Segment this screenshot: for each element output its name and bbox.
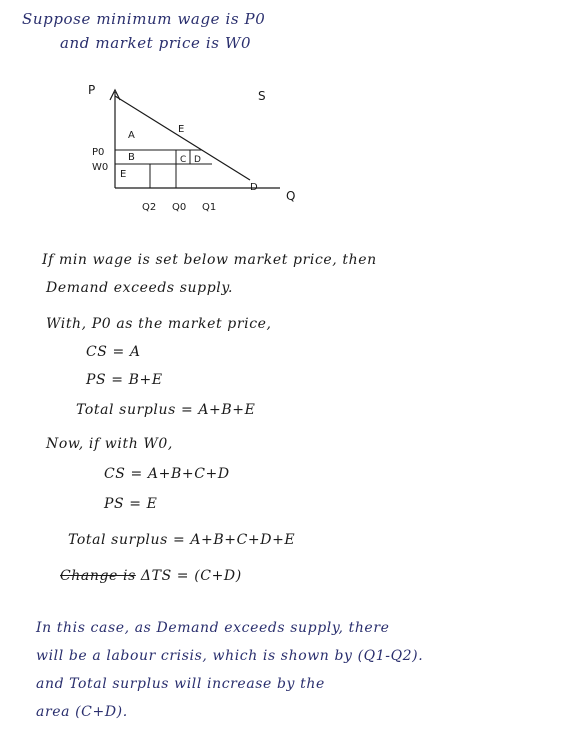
q1-label: Q1 — [202, 202, 217, 213]
demand-curve — [115, 96, 250, 180]
ps-line-2: PS = E — [104, 496, 158, 512]
supply-demand-graph — [80, 80, 400, 230]
conclusion-line-2: will be a labour crisis, which is shown by (Q1-Q2). — [36, 648, 424, 664]
q0-label: Q0 — [172, 202, 187, 213]
region-c-label: C — [180, 155, 187, 165]
ts-line-2: Total surplus = A+B+C+D+E — [68, 532, 296, 548]
x-axis-label: Q — [286, 189, 296, 203]
region-b-label: B — [128, 152, 135, 163]
intro-line-2: and market price is W0 — [60, 34, 252, 52]
if-line-2: Demand exceeds supply. — [46, 280, 234, 296]
cs-line-2: CS = A+B+C+D — [104, 466, 230, 482]
with-p0-line: With, P0 as the market price, — [46, 316, 272, 332]
equilibrium-point-label: E — [178, 124, 185, 135]
demand-label: D — [250, 182, 258, 193]
y-axis-label: P — [88, 83, 96, 97]
region-d-label: D — [194, 155, 201, 165]
region-e-label: E — [120, 169, 127, 180]
intro-line-1: Suppose minimum wage is P0 — [22, 10, 266, 28]
change-result-text: ΔTS = (C+D) — [140, 568, 242, 584]
conclusion-line-4: area (C+D). — [36, 704, 128, 720]
cs-line-1: CS = A — [86, 344, 141, 360]
region-a-label: A — [128, 130, 135, 141]
conclusion-line-1: In this case, as Demand exceeds supply, there — [36, 620, 390, 636]
change-struck-text: Change is — [60, 568, 136, 584]
ps-line-1: PS = B+E — [86, 372, 163, 388]
w0-label: W0 — [92, 162, 109, 173]
conclusion-line-3: and Total surplus will increase by the — [36, 676, 325, 692]
q2-label: Q2 — [142, 202, 157, 213]
p0-label: P0 — [92, 147, 105, 158]
supply-label: S — [258, 89, 266, 103]
change-line — [60, 568, 242, 584]
now-w0-line: Now, if with W0, — [46, 436, 173, 452]
if-line-1: If min wage is set below market price, then — [42, 252, 377, 268]
ts-line-1: Total surplus = A+B+E — [76, 402, 256, 418]
